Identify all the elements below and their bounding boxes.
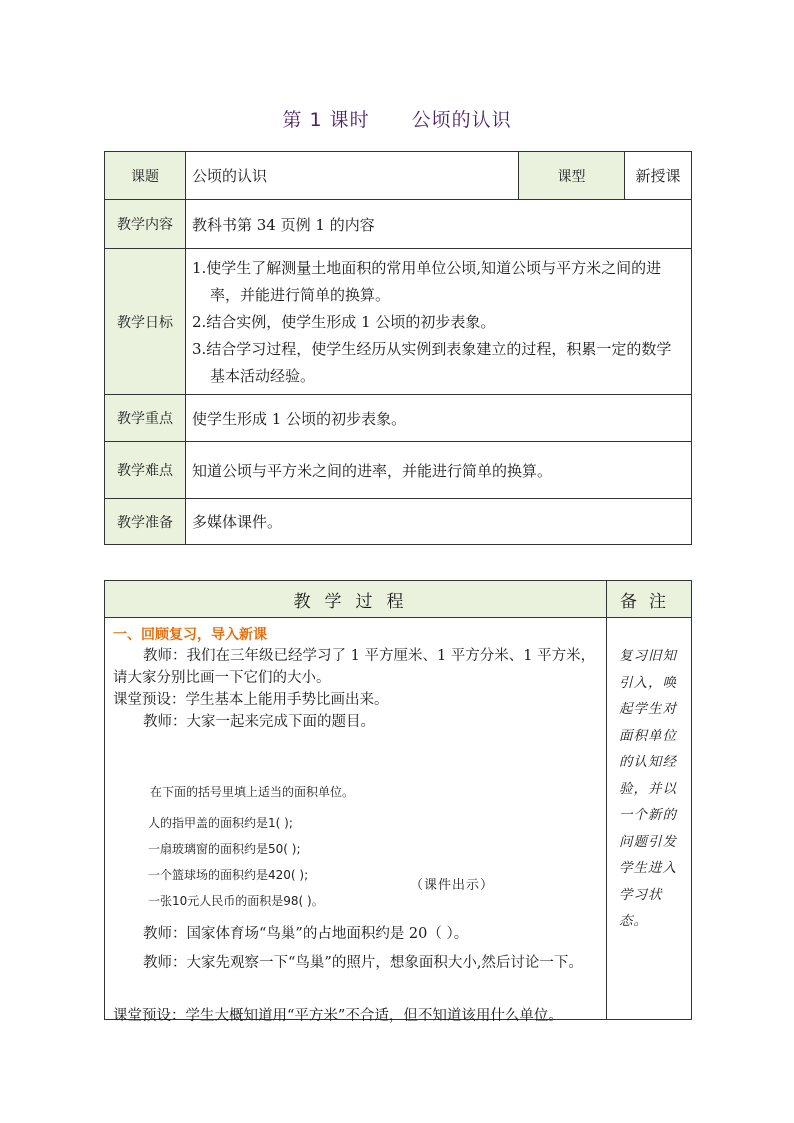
paragraph: 课堂预设：学生大概知道用“平方米”不合适，但不知道该用什么单位。 [113, 1008, 563, 1024]
difficult-label: 教学难点 [105, 442, 186, 499]
paragraph: 课堂预设：学生基本上能用手势比画出来。 [113, 692, 389, 708]
goal-item: 1.使学生了解测量土地面积的常用单位公顷,知道公顷与平方米之间的进率，并能进行简单的换算。 [192, 259, 662, 304]
content-value: 教科书第 34 页例 1 的内容 [186, 200, 692, 249]
goal-item: 3.结合学习过程，使学生经历从实例到表象建立的过程，积累一定的数学基本活动经验。 [192, 340, 672, 385]
note-text: 复习旧知引入，唤起学生对面积单位的认知经验，并以一个新的问题引发学生进入学习状态。 [619, 648, 677, 929]
content-label: 教学内容 [105, 200, 186, 249]
exercise-item: 一张10元人民币的面积是98( )。 [148, 894, 324, 908]
type-label: 课型 [519, 152, 625, 200]
paragraph: 教师：大家先观察一下“鸟巢”的照片，想象面积大小,然后讨论一下。 [143, 955, 583, 971]
paragraph: 教师：大家一起来完成下面的题目。 [143, 714, 375, 730]
prep-label: 教学准备 [105, 499, 186, 545]
key-label: 教学重点 [105, 395, 186, 442]
prep-value: 多媒体课件。 [186, 499, 692, 545]
topic-label: 课题 [105, 152, 186, 200]
type-value: 新授课 [625, 152, 692, 200]
process-content [105, 618, 607, 1024]
goal-item: 2.结合实例，使学生形成 1 公顷的初步表象。 [192, 313, 496, 331]
exercise-item: 一扇玻璃窗的面积约是50( ); [148, 842, 301, 856]
difficult-value: 知道公顷与平方米之间的进率，并能进行简单的换算。 [186, 442, 692, 499]
lesson-info-table [104, 151, 692, 545]
page-title [0, 105, 794, 132]
section-title: 一、回顾复习，导入新课 [113, 627, 267, 643]
teaching-process-table [104, 580, 692, 1024]
topic-value: 公顷的认识 [186, 152, 519, 200]
exercise-prompt: 在下面的括号里填上适当的面积单位。 [150, 785, 355, 799]
exercise-item: 人的指甲盖的面积约是1( ); [148, 816, 293, 830]
key-value: 使学生形成 1 公顷的初步表象。 [186, 395, 692, 442]
exercise-caption: （课件出示） [410, 878, 495, 893]
process-header: 教学过程 [105, 581, 607, 618]
note-header: 备注 [607, 581, 692, 618]
goals-label: 教学日标 [105, 249, 186, 395]
note-content [607, 618, 692, 1020]
lesson-number: 第 1 课时 [282, 109, 370, 131]
paragraph: 教师：我们在三年级已经学习了 1 平方厘米、1 平方分米、1 平方米，请大家分别比画一下它们的大小。 [113, 648, 596, 686]
paragraph: 教师：国家体育场“鸟巢”的占地面积约是 20（ ）。 [143, 926, 469, 942]
exercise-item: 一个篮球场的面积约是420( ); [148, 868, 309, 882]
lesson-topic: 公顷的认识 [411, 109, 512, 131]
goals-list [186, 249, 692, 395]
